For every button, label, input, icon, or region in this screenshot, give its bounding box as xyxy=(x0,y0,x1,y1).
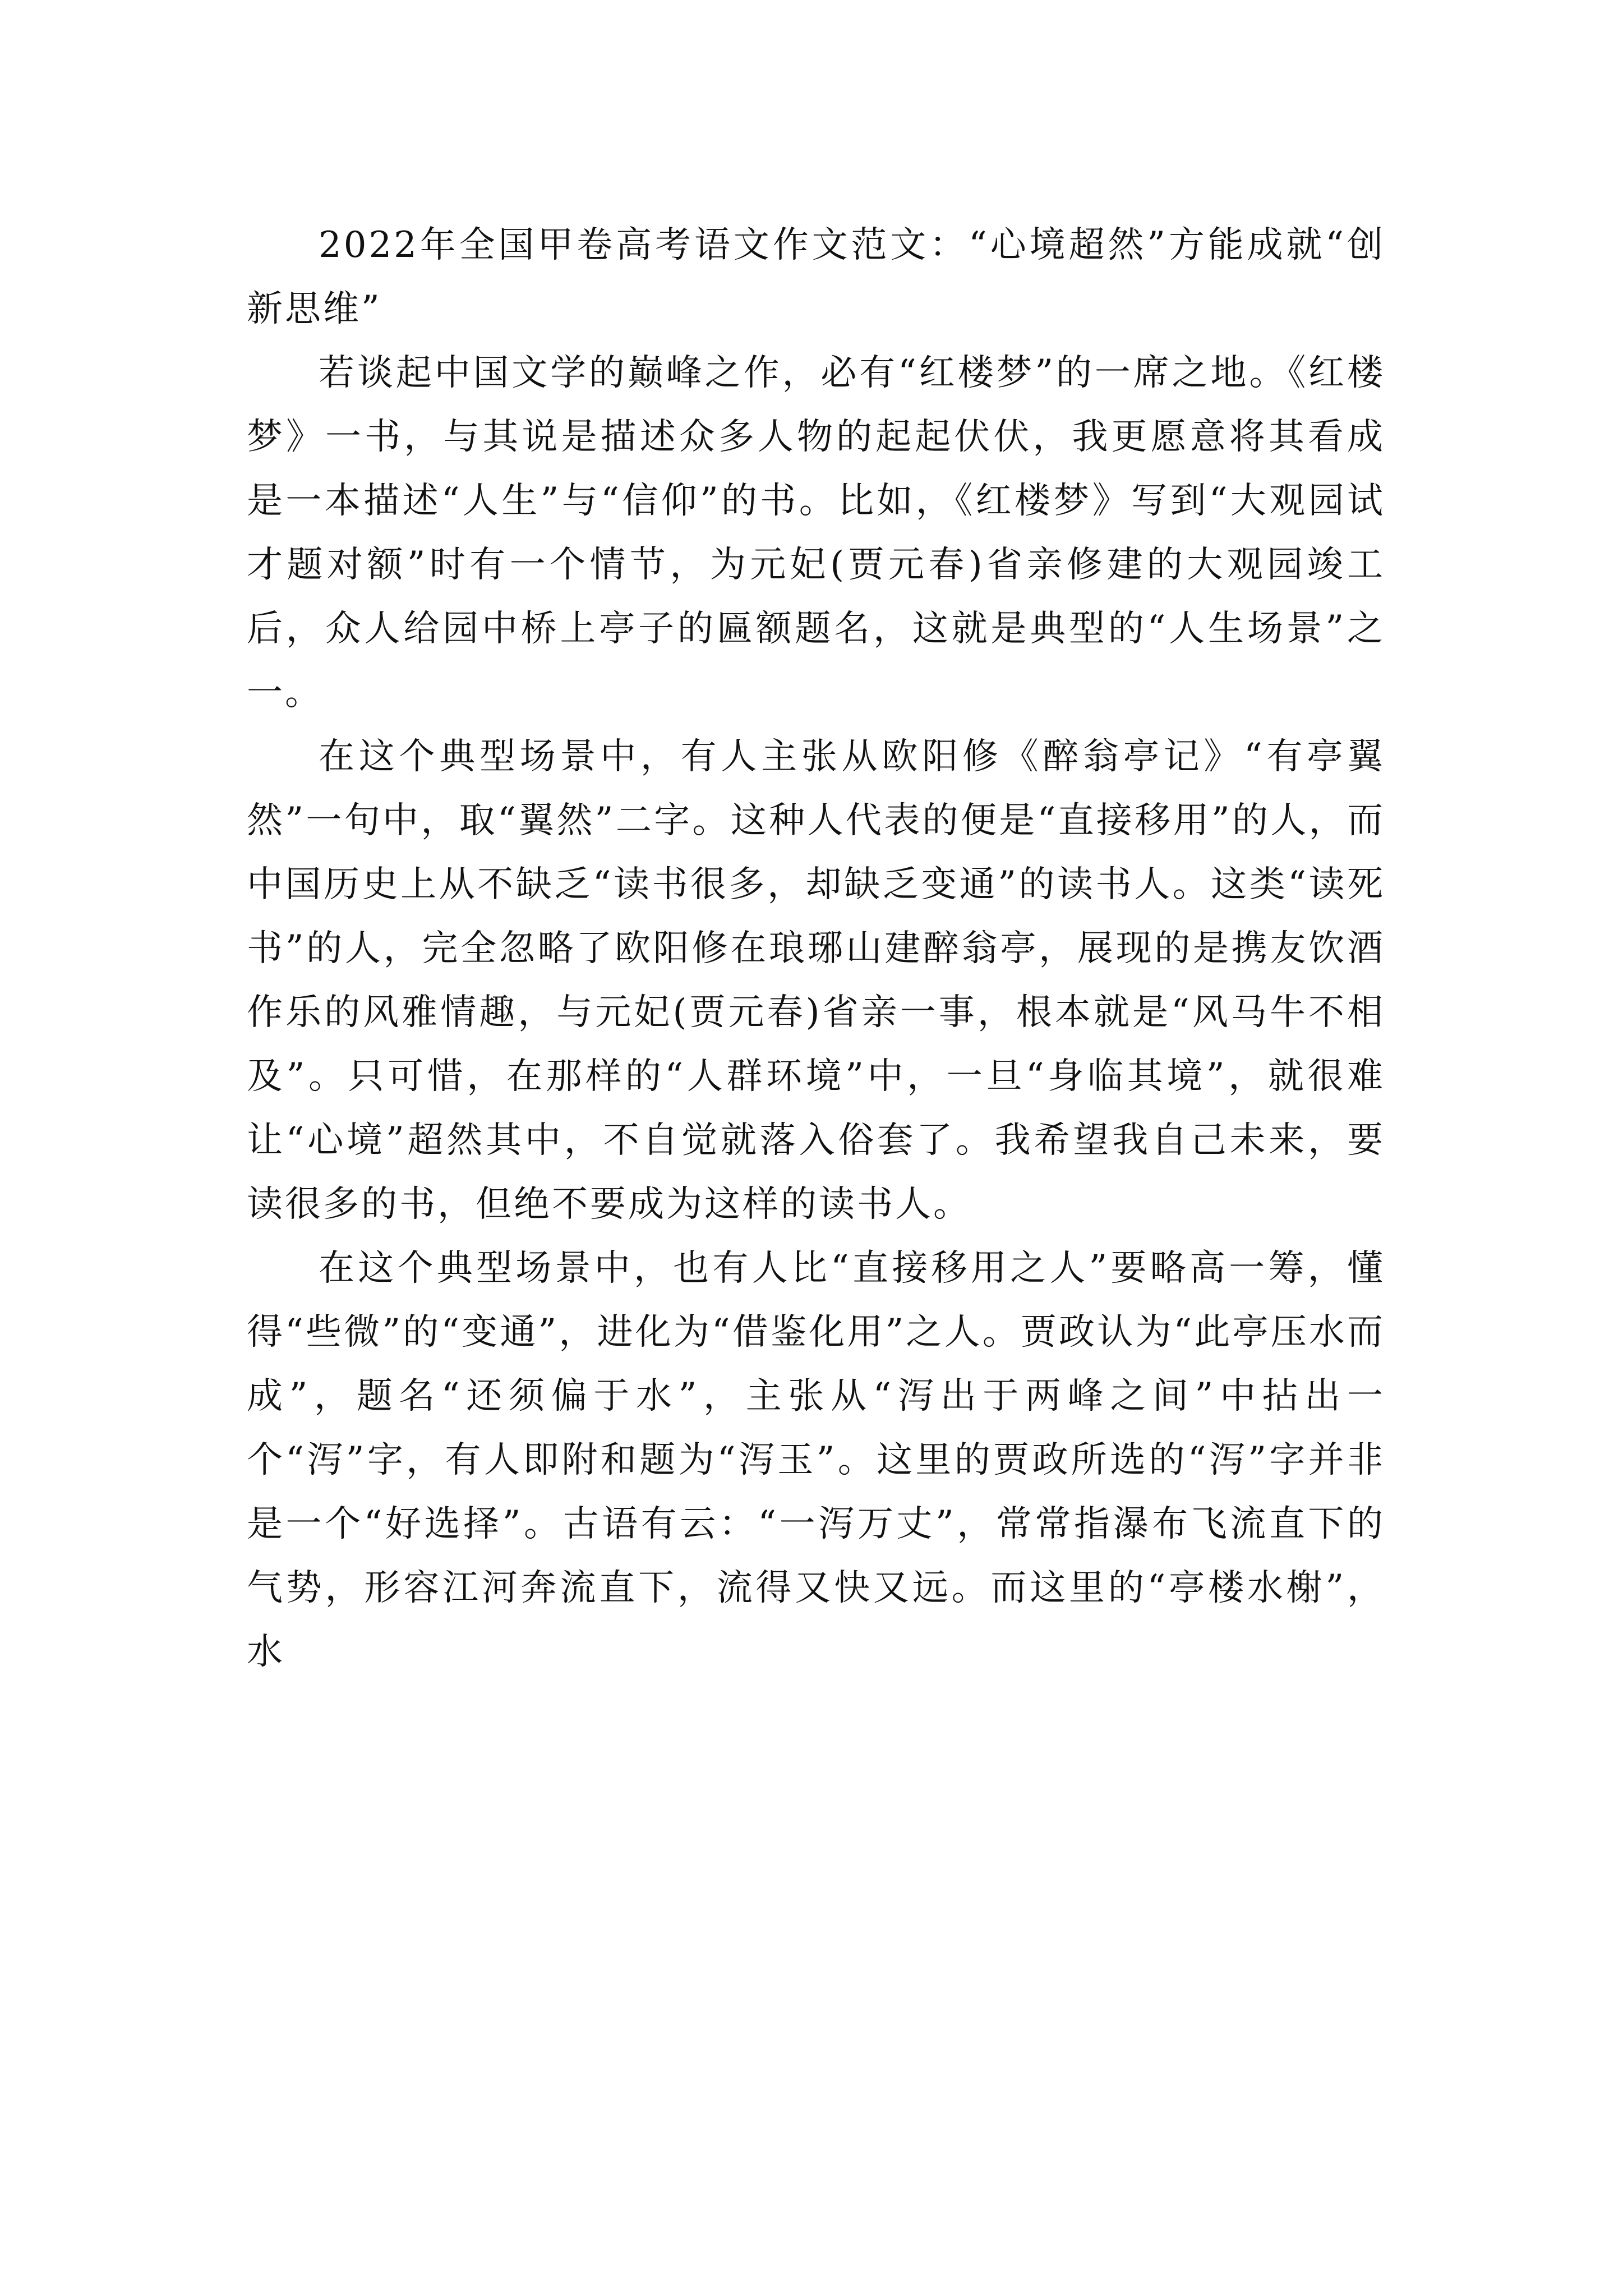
essay-title: 2022年全国甲卷高考语文作文范文：“心境超然”方能成就“创新思维” xyxy=(247,224,1385,330)
document-body xyxy=(247,213,1385,1684)
paragraph-3: 在这个典型场景中，也有人比“直接移用之人”要略高一筹，懂得“些微”的“变通”，进化为“借鉴化用”之人。贾政认为“此亭压水而成”，题名“还须偏于水”，主张从“泻出于两峰之间”中拈出一个“泻”字，有人即附和题为“泻玉”。这里的贾政所选的“泻”字并非是一个“好选择”。古语有云：“一泻万丈”，常常指瀑布飞流直下的气势，形容江河奔流直下，流得又快又远。而这里的“亭楼水榭”，水 xyxy=(247,1248,1385,1673)
paragraph-1: 若谈起中国文学的巅峰之作，必有“红楼梦”的一席之地。《红楼梦》一书，与其说是描述众多人物的起起伏伏，我更愿意将其看成是一本描述“人生”与“信仰”的书。比如，《红楼梦》写到“大观园试才题对额”时有一个情节，为元妃(贾元春)省亲修建的大观园竣工后，众人给园中桥上亭子的匾额题名，这就是典型的“人生场景”之一。 xyxy=(247,352,1385,714)
paragraph-2: 在这个典型场景中，有人主张从欧阳修《醉翁亭记》“有亭翼然”一句中，取“翼然”二字。这种人代表的便是“直接移用”的人，而中国历史上从不缺乏“读书很多，却缺乏变通”的读书人。这类“读死书”的人，完全忽略了欧阳修在琅琊山建醉翁亭，展现的是携友饮酒作乐的风雅情趣，与元妃(贾元春)省亲一事，根本就是“风马牛不相及”。只可惜，在那样的“人群环境”中，一旦“身临其境”，就很难让“心境”超然其中，不自觉就落入俗套了。我希望我自己未来，要读很多的书，但绝不要成为这样的读书人。 xyxy=(247,736,1385,1225)
